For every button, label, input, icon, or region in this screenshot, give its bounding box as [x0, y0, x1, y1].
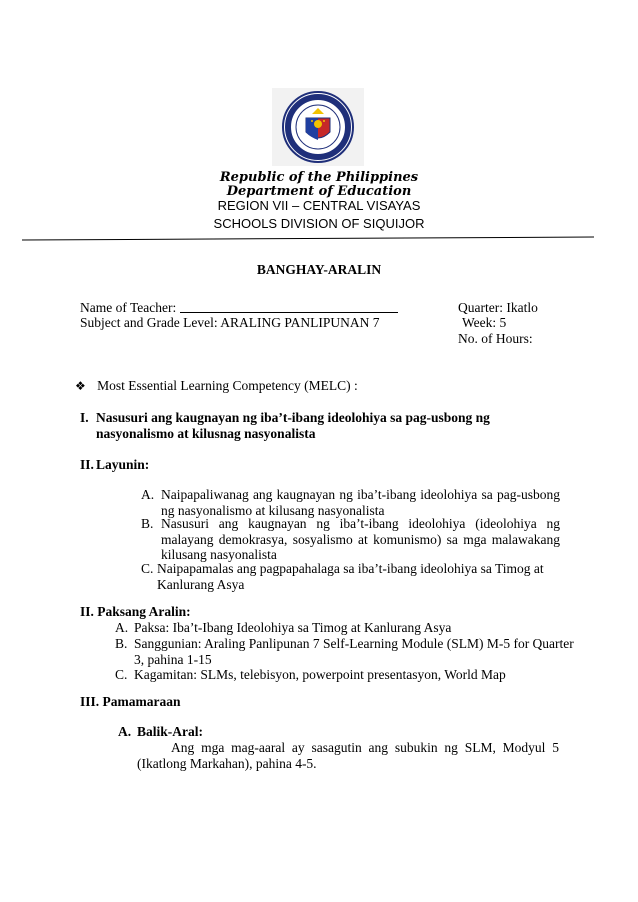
- paksang-b-letter: B.: [115, 636, 128, 651]
- subject-grade-level: Subject and Grade Level: ARALING PANLIPUNAN 7: [80, 315, 380, 330]
- diamond-bullet-icon: ❖: [75, 379, 86, 393]
- teacher-name-row: [80, 300, 398, 316]
- objective-b-text: Nasusuri ang kaugnayan ng iba’t-ibang ideolohiya (ideolohiya ng malayang demokrasya, sosyalismo at komunismo) sa mga malawakang kilusang nasyonalista: [161, 516, 560, 562]
- paksang-b-text: Sanggunian: Araling Panlipunan 7 Self-Learning Module (SLM) M-5 for Quarter 3, pahina 1-15: [134, 636, 574, 667]
- page-title: BANGHAY-ARALIN: [256, 262, 382, 277]
- teacher-label: Name of Teacher:: [80, 300, 177, 315]
- teacher-name-blank: [180, 300, 398, 313]
- paksang-a-text: Paksa: Iba’t-Ibang Ideolohiya sa Timog at Kanlurang Asya: [134, 620, 452, 635]
- section-ii-number: II.: [80, 457, 94, 472]
- objective-c-text: Naipapamalas ang pagpapahalaga sa iba’t-ibang ideolohiya sa Timog at Kanlurang Asya: [157, 561, 544, 592]
- deped-seal-logo: [272, 88, 364, 166]
- header-division: SCHOOLS DIVISION OF SIQUIJOR: [213, 216, 425, 231]
- section-ii-heading: Layunin:: [96, 457, 150, 472]
- paksang-c-text: Kagamitan: SLMs, telebisyon, powerpoint presentasyon, World Map: [134, 667, 506, 682]
- balik-aral-heading: Balik-Aral:: [137, 724, 203, 739]
- header-divider: [22, 237, 594, 241]
- header-department: Department of Education: [226, 184, 412, 199]
- objective-b-letter: B.: [141, 516, 154, 531]
- section-i-number: I.: [80, 410, 89, 425]
- quarter-label: Quarter: Ikatlo: [458, 300, 538, 315]
- objective-c-letter: C.: [141, 561, 154, 576]
- week-label: Week: 5: [462, 315, 507, 330]
- section-i-text: Nasusuri ang kaugnayan ng iba’t-ibang ideolohiya sa pag-usbong ng nasyonalismo at kilusnag nasyonalista: [96, 410, 490, 441]
- header-republic: Republic of the Philippines: [219, 170, 419, 185]
- paksang-c-letter: C.: [115, 667, 128, 682]
- balik-aral-text: Ang mga mag-aaral ay sasagutin ang subukin ng SLM, Modyul 5 (Ikatlong Markahan), pahina 4-5.: [137, 740, 559, 771]
- objective-a-text: Naipapaliwanag ang kaugnayan ng iba’t-ibang ideolohiya sa pag-usbong ng nasyonalismo at kilusang nasyonalista: [161, 487, 560, 518]
- section-iii-heading: III. Pamamaraan: [80, 694, 181, 709]
- paksang-aralin-heading: II. Paksang Aralin:: [80, 604, 191, 619]
- melc-row: [75, 378, 358, 394]
- melc-label: Most Essential Learning Competency (MELC) :: [97, 378, 358, 393]
- paksang-a-letter: A.: [115, 620, 129, 635]
- objective-a-letter: A.: [141, 487, 155, 502]
- hours-label: No. of Hours:: [458, 331, 533, 346]
- header-region: REGION VII – CENTRAL VISAYAS: [217, 198, 421, 213]
- balik-aral-letter: A.: [118, 724, 132, 739]
